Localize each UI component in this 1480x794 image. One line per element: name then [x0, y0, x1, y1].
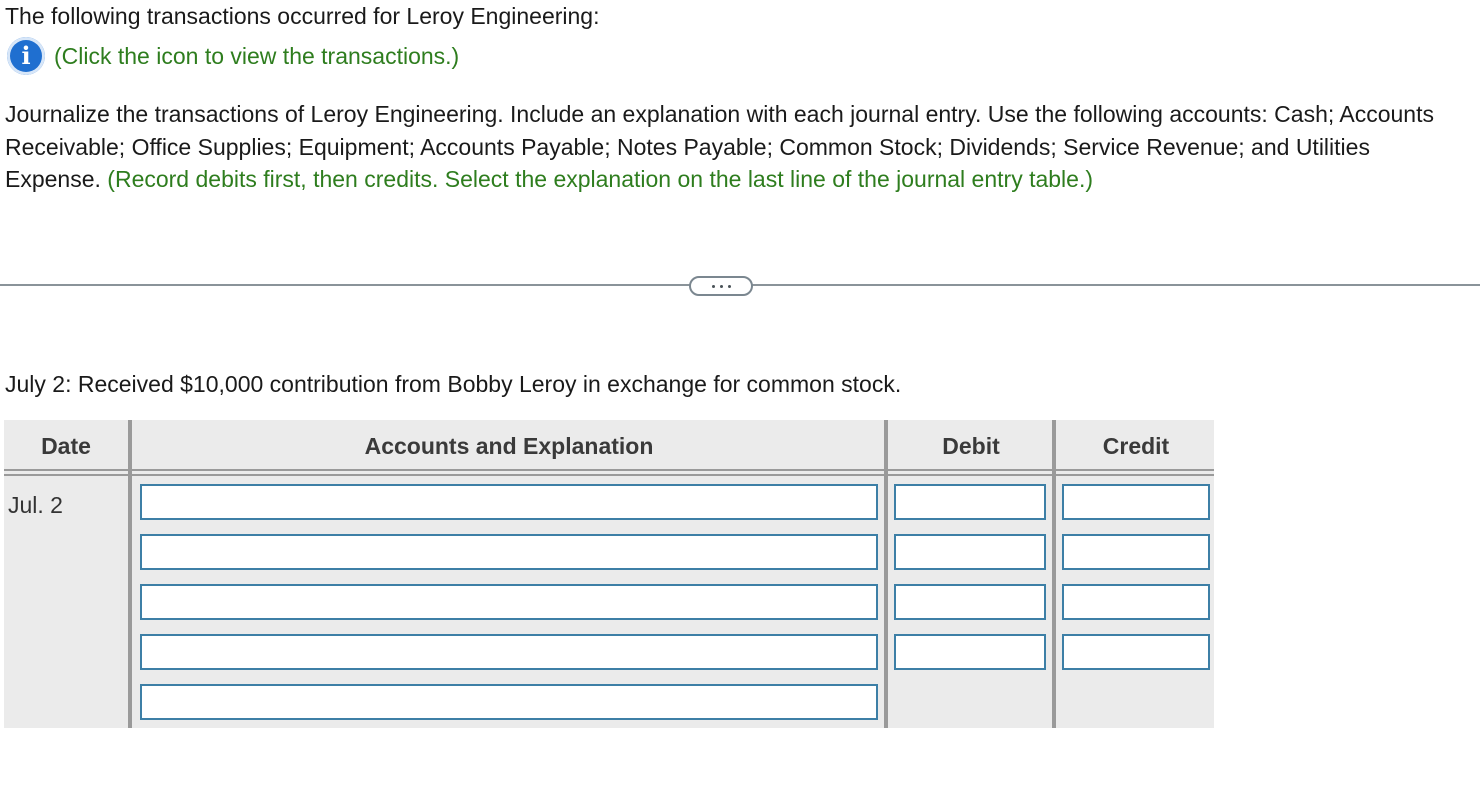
instructions	[5, 98, 1465, 196]
transaction-prompt: July 2: Received $10,000 contribution from Bobby Leroy in exchange for common stock.	[5, 371, 902, 397]
instructions-main: Journalize the transactions of Leroy Engineering. Include an explanation with each journal entry. Use the following accounts: Cash; Accounts Receivable; Office Supplies; Equipment; Accounts Payable; Notes Payable; Common Stock; Dividends; Service Revenue; and Utilities Expense.	[5, 101, 1434, 192]
debit-input[interactable]	[894, 534, 1046, 570]
debit-input[interactable]	[894, 484, 1046, 520]
debit-input[interactable]	[894, 634, 1046, 670]
account-input[interactable]	[140, 634, 878, 670]
info-row	[7, 37, 459, 75]
dot-icon	[720, 285, 723, 288]
credit-input[interactable]	[1062, 634, 1210, 670]
dot-icon	[712, 285, 715, 288]
header-date: Date	[41, 432, 91, 459]
explanation-input[interactable]	[140, 684, 878, 720]
view-transactions-link[interactable]: (Click the icon to view the transactions.)	[54, 42, 460, 69]
column-separator	[1052, 420, 1056, 728]
column-separator	[884, 420, 888, 728]
header-accounts: Accounts and Explanation	[364, 432, 654, 459]
intro-line: The following transactions occurred for Leroy Engineering:	[5, 3, 600, 29]
header-divider	[4, 469, 1214, 471]
credit-input[interactable]	[1062, 484, 1210, 520]
dot-icon	[728, 285, 731, 288]
entry-date: Jul. 2	[8, 492, 63, 518]
credit-input[interactable]	[1062, 584, 1210, 620]
debit-input[interactable]	[894, 584, 1046, 620]
column-separator	[128, 420, 132, 728]
expand-button[interactable]	[689, 276, 753, 296]
account-input[interactable]	[140, 534, 878, 570]
journal-entry-table	[4, 420, 1214, 728]
credit-input[interactable]	[1062, 534, 1210, 570]
header-credit: Credit	[1102, 432, 1170, 459]
account-input[interactable]	[140, 484, 878, 520]
account-input[interactable]	[140, 584, 878, 620]
instructions-hint: (Record debits first, then credits. Select the explanation on the last line of the journal entry table.)	[107, 166, 1094, 192]
header-divider	[4, 474, 1214, 476]
header-debit: Debit	[942, 432, 1000, 459]
info-icon[interactable]: i	[7, 37, 45, 75]
